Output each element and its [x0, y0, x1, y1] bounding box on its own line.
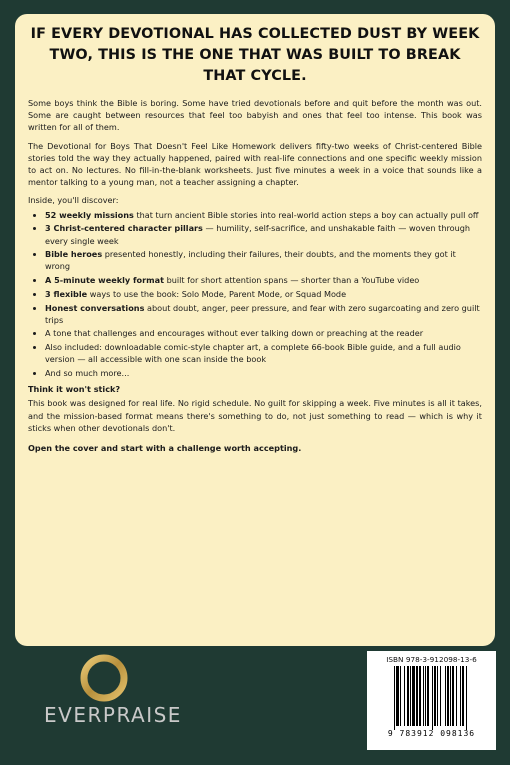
intro-paragraph: Some boys think the Bible is boring. Some have tried devotionals before and quit before the month was out. Some are caught between resources that feel too babyish and ones that feel too intense. This book was written for all of them. [28, 98, 482, 133]
description-paragraph: The Devotional for Boys That Doesn't Feel Like Homework delivers fifty-two weeks of Christ-centered Bible stories told the way they actually happened, paired with real-life connections and one specific weekly mission to act on. No lectures. No fill-in-the-blank worksheets. Just five minutes a week in a voice that sounds like a mentor talking to a young man, not a teacher assigning a chapter. [28, 140, 482, 188]
list-item: • Also included: downloadable comic-style chapter art, a complete 66-book Bible guide, and a full audio version — all accessible with one scan inside the book [45, 341, 482, 365]
headline: IF EVERY DEVOTIONAL HAS COLLECTED DUST BY WEEK TWO, THIS IS THE ONE THAT WAS BUILT TO BREAK THAT CYCLE. [30, 26, 480, 84]
call-to-action: Open the cover and start with a challenge worth accepting. [28, 443, 302, 454]
barcode-bars [372, 666, 491, 732]
barcode-bar [467, 666, 469, 730]
list-item: • 3 flexible ways to use the book: Solo Mode, Parent Mode, or Squad Mode [45, 288, 482, 300]
inside-label: Inside, you'll discover: [28, 195, 119, 206]
question-heading: Think it won't stick? [28, 384, 121, 395]
publisher-name: EVERPRAISE [44, 703, 182, 727]
list-item: • A 5-minute weekly format built for short attention spans — shorter than a YouTube video [45, 274, 482, 286]
list-item: • 3 Christ-centered character pillars — humility, self-sacrifice, and unshakable faith — woven through every single week [45, 222, 482, 246]
list-item: • 52 weekly missions that turn ancient Bible stories into real-world action steps a boy can actually pull off [45, 209, 482, 221]
answer-paragraph: This book was designed for real life. No rigid schedule. No guilt for skipping a week. Five minutes is all it takes, and the mission-based format means there's something to do, not just something to read — which is why it sticks when other devotionals don't. [28, 398, 482, 433]
feature-list [28, 209, 482, 380]
list-item: • Bible heroes presented honestly, including their failures, their doubts, and the moments they got it wrong [45, 248, 482, 272]
list-item: • And so much more... [45, 367, 482, 379]
barcode [367, 651, 496, 750]
back-cover-text-panel [15, 14, 495, 646]
isbn-label: ISBN 978-3-912098-13-6 [386, 655, 477, 664]
barcode-number: 9 783912 098136 [387, 729, 476, 738]
publisher-logo-icon [16, 650, 196, 750]
list-item: • A tone that challenges and encourages without ever talking down or preaching at the reader [45, 327, 482, 339]
list-item: • Honest conversations about doubt, anger, peer pressure, and fear with zero sugarcoating and zero guilt trips [45, 302, 482, 326]
